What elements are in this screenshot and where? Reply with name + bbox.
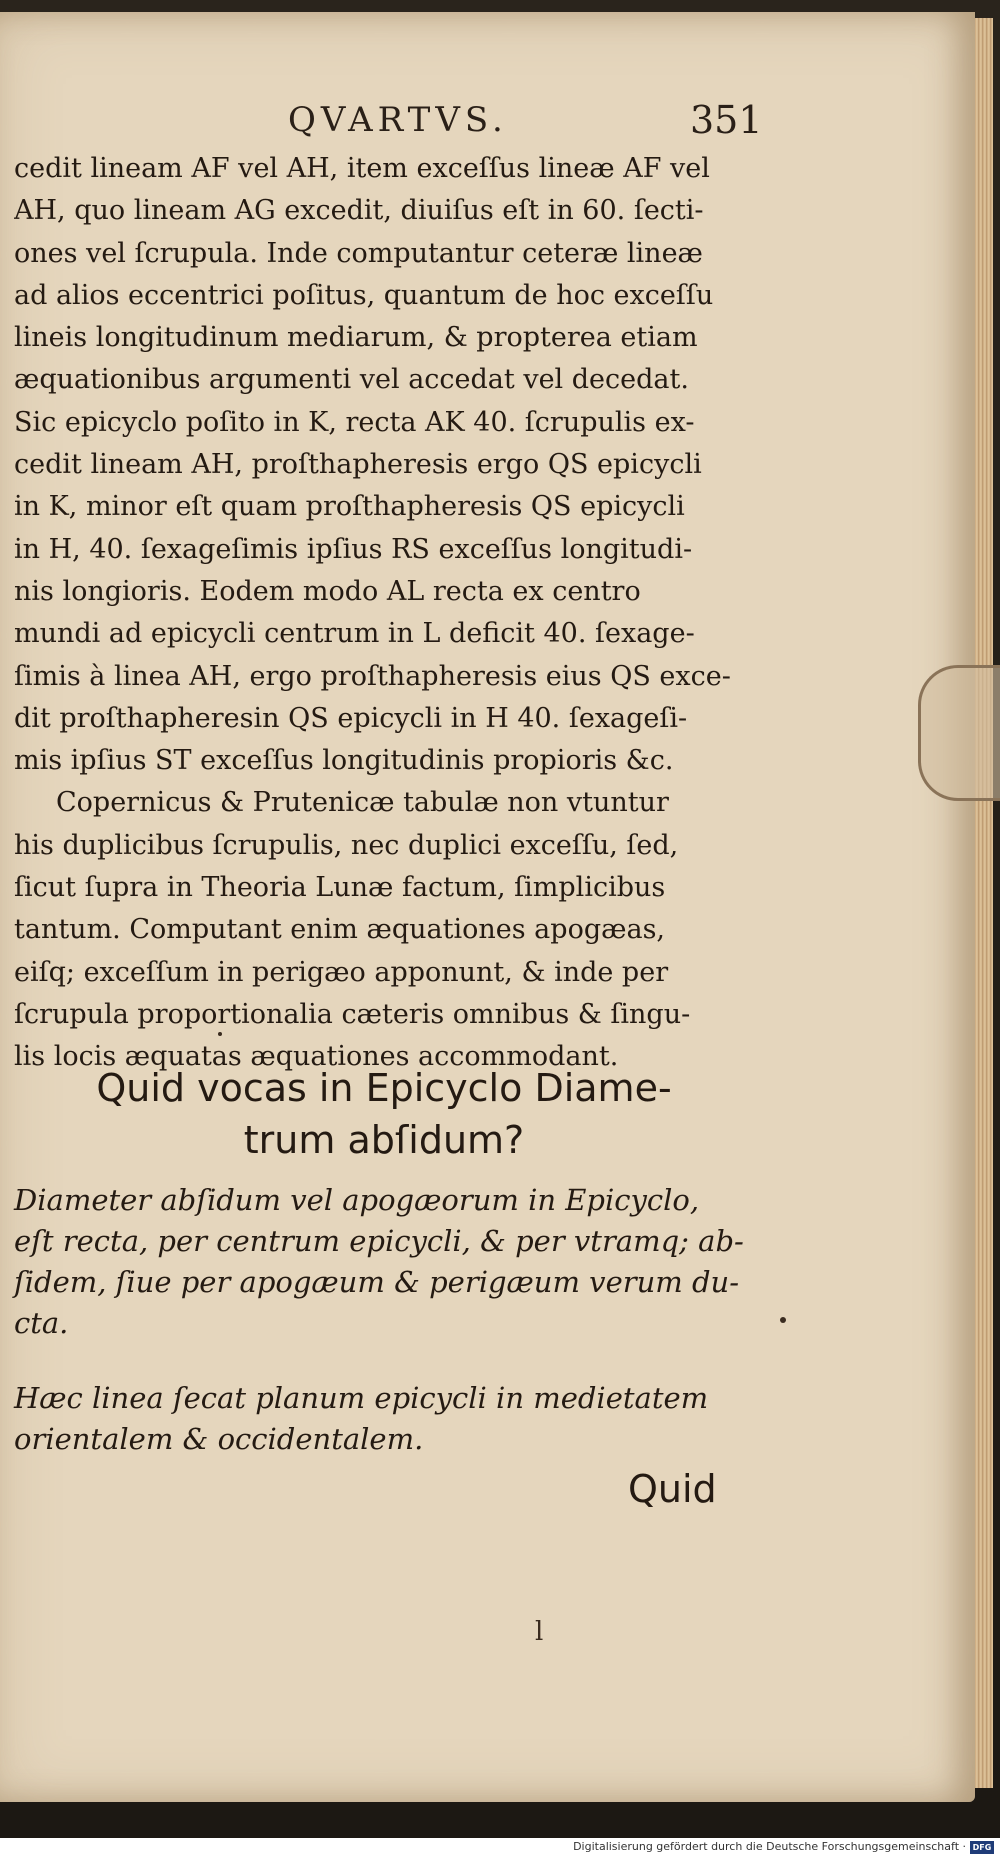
catchword: Quid xyxy=(628,1467,717,1511)
answer-line: eſt recta, per centrum epicycli, & per vtramq; ab- xyxy=(14,1224,744,1258)
text-line: mundi ad epicycli centrum in L deficit 40. ſexage- xyxy=(14,618,695,650)
page-fore-edge xyxy=(975,18,993,1788)
running-title: QVARTVS. xyxy=(288,100,508,140)
footer-credit: Digitalisierung gefördert durch die Deutsche Forschungsgemeinschaft · xyxy=(573,1840,966,1853)
question-line: Quid vocas in Epicyclo Diame- xyxy=(96,1066,672,1110)
text-line: ſcrupula proportionalia cæteris omnibus & ſingu- xyxy=(14,998,691,1030)
text-line: in K, minor eſt quam proſthapheresis QS epicycli xyxy=(14,491,685,523)
digitization-footer xyxy=(0,1838,1000,1857)
text-line: cedit lineam AF vel AH, item exceſſus lineæ AF vel xyxy=(14,153,710,184)
signature-mark: l xyxy=(535,1617,544,1647)
text-line: cedit lineam AH, proſthapheresis ergo QS epicycli xyxy=(14,449,702,481)
body-text-block xyxy=(14,148,754,1079)
text-line: ſicut ſupra in Theoria Lunæ factum, ſimplicibus xyxy=(14,872,666,904)
text-line: in H, 40. ſexageſimis ipſius RS exceſſus longitudi- xyxy=(14,533,693,565)
text-line: nis longioris. Eodem modo AL recta ex centro xyxy=(14,575,641,607)
text-line: eiſq; exceſſum in perigæo apponunt, & inde per xyxy=(14,956,669,988)
bookmark-tab xyxy=(918,665,1000,801)
note-line: orientalem & occidentalem. xyxy=(14,1422,424,1456)
question-line: trum abſidum? xyxy=(243,1118,525,1162)
paper-speck xyxy=(218,1032,222,1036)
question-heading xyxy=(14,1062,754,1166)
note-line: Hæc linea ſecat planum epicycli in medietatem xyxy=(14,1381,709,1415)
text-line: Sic epicyclo poſito in K, recta AK 40. ſcrupulis ex- xyxy=(14,406,695,438)
text-line: dit proſthapheresin QS epicycli in H 40. ſexageſi- xyxy=(14,702,688,734)
text-line: ad alios eccentrici poſitus, quantum de hoc exceſſu xyxy=(14,279,714,311)
text-line: mis ipſius ST exceſſus longitudinis propioris &c. xyxy=(14,745,674,777)
text-line: his duplicibus ſcrupulis, nec duplici exceſſu, ſed, xyxy=(14,829,679,861)
text-line: Copernicus & Prutenicæ tabulæ non vtuntur xyxy=(56,787,669,819)
answer-line: ſidem, ſiue per apogæum & perigæum verum du- xyxy=(14,1265,740,1299)
dfg-logo: DFG xyxy=(970,1841,994,1854)
answer-block xyxy=(14,1180,759,1460)
paper-speck xyxy=(780,1317,786,1323)
text-line: lis locis æquatas æquationes accommodant. xyxy=(14,1041,619,1073)
page-number: 351 xyxy=(690,98,763,142)
running-head xyxy=(0,100,975,150)
book-page xyxy=(0,12,975,1802)
text-line: tantum. Computant enim æquationes apogæas, xyxy=(14,914,666,946)
answer-line: cta. xyxy=(14,1306,69,1340)
paragraph-gap xyxy=(14,1344,759,1378)
text-line: lineis longitudinum mediarum, & propterea etiam xyxy=(14,322,698,354)
text-line: ones vel ſcrupula. Inde computantur ceteræ lineæ xyxy=(14,237,703,269)
text-line: ſimis à linea AH, ergo proſthapheresis eius QS exce- xyxy=(14,660,731,692)
text-line: AH, quo lineam AG excedit, diuiſus eſt in 60. ſecti- xyxy=(14,195,704,227)
text-line: æquationibus argumenti vel accedat vel decedat. xyxy=(14,364,689,396)
answer-line: Diameter abſidum vel apogæorum in Epicyclo, xyxy=(14,1183,700,1217)
